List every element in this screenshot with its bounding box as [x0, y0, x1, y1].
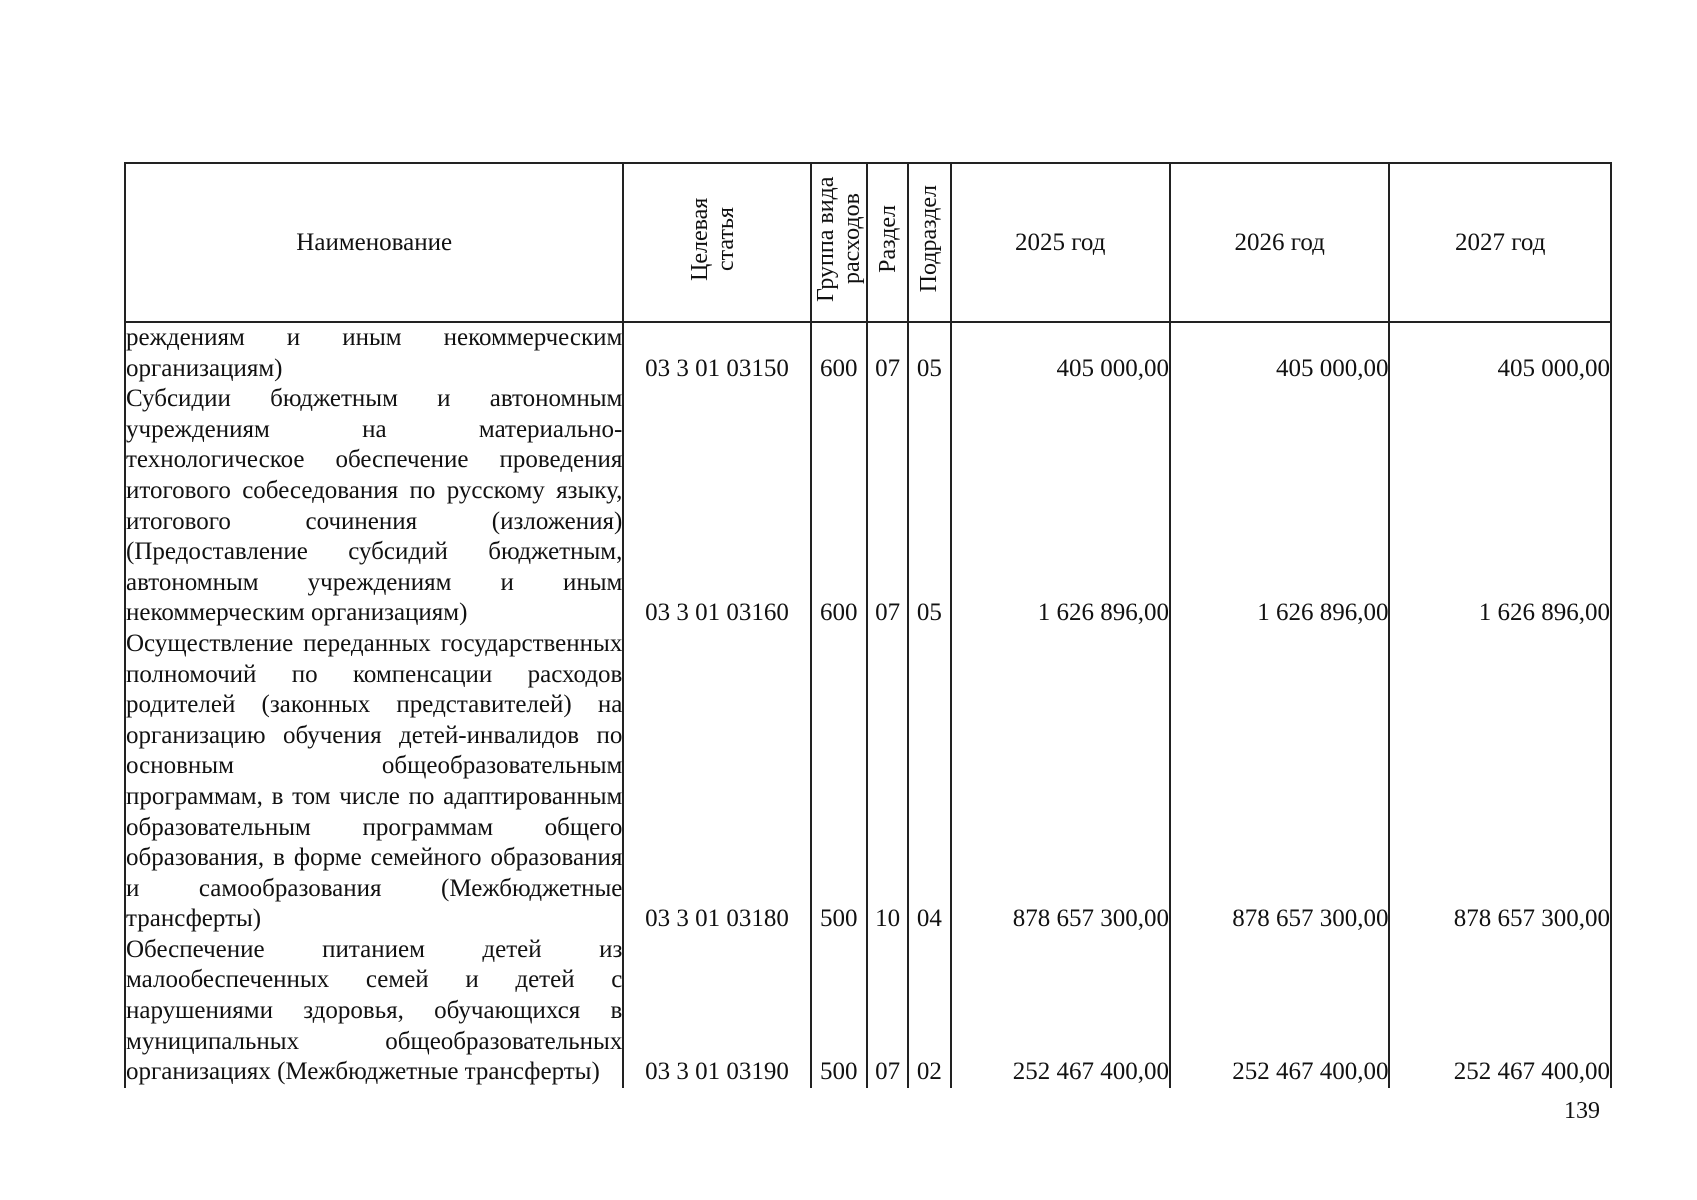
row-section: 07 — [867, 935, 908, 1088]
header-target: Целевая статья — [623, 163, 810, 322]
header-section: Раздел — [867, 163, 908, 322]
row-2025: 405 000,00 — [951, 322, 1170, 384]
row-group: 600 — [811, 322, 867, 384]
row-section: 07 — [867, 322, 908, 384]
row-2027: 878 657 300,00 — [1389, 629, 1611, 935]
header-2025: 2025 год — [951, 163, 1170, 322]
row-2027: 252 467 400,00 — [1389, 935, 1611, 1088]
row-2027: 1 626 896,00 — [1389, 384, 1611, 629]
table-header — [125, 163, 1611, 322]
header-2026: 2026 год — [1170, 163, 1389, 322]
row-name: Субсидии бюджетным и автономным учреждениям на материально-технологическое обеспечение проведения итогового собеседования по русскому языку, итогового сочинения (изложения) (Предоставление субсидий бюджетным, автономным учреждениям и иным некоммерческим организациям) — [125, 384, 623, 629]
row-name: Осуществление переданных государственных полномочий по компенсации расходов родителей (законных представителей) на организацию обучения детей-инвалидов по основным общеобразовательным программам, в том числе по адаптированным образовательным программам общего образования, в форме семейного образования и самообразования (Межбюджетные трансферты) — [125, 629, 623, 935]
row-group: 500 — [811, 629, 867, 935]
header-2027: 2027 год — [1389, 163, 1611, 322]
row-2026: 1 626 896,00 — [1170, 384, 1389, 629]
row-section: 07 — [867, 384, 908, 629]
page-number: 139 — [1564, 1098, 1600, 1124]
row-subsection: 05 — [908, 384, 950, 629]
row-name: Обеспечение питанием детей из малообеспеченных семей и детей с нарушениями здоровья, обучающихся в муниципальных общеобразовательных организациях (Межбюджетные трансферты) — [125, 935, 623, 1088]
row-group: 600 — [811, 384, 867, 629]
row-2025: 1 626 896,00 — [951, 384, 1170, 629]
table-row — [125, 935, 1611, 1088]
header-group: Группа вида расходов — [811, 163, 867, 322]
row-2026: 878 657 300,00 — [1170, 629, 1389, 935]
row-target: 03 3 01 03150 — [623, 322, 810, 384]
row-2027: 405 000,00 — [1389, 322, 1611, 384]
row-2026: 405 000,00 — [1170, 322, 1389, 384]
row-group: 500 — [811, 935, 867, 1088]
table-row — [125, 629, 1611, 935]
budget-table — [124, 162, 1612, 1088]
row-target: 03 3 01 03190 — [623, 935, 810, 1088]
row-target: 03 3 01 03180 — [623, 629, 810, 935]
header-name: Наименование — [125, 163, 623, 322]
table-row — [125, 322, 1611, 384]
row-subsection: 02 — [908, 935, 950, 1088]
row-name: реждениям и иным некоммерческим организациям) — [125, 322, 623, 384]
row-subsection: 04 — [908, 629, 950, 935]
table-row — [125, 384, 1611, 629]
row-subsection: 05 — [908, 322, 950, 384]
row-2025: 252 467 400,00 — [951, 935, 1170, 1088]
header-subsection: Подраздел — [908, 163, 950, 322]
row-target: 03 3 01 03160 — [623, 384, 810, 629]
row-2025: 878 657 300,00 — [951, 629, 1170, 935]
row-2026: 252 467 400,00 — [1170, 935, 1389, 1088]
row-section: 10 — [867, 629, 908, 935]
